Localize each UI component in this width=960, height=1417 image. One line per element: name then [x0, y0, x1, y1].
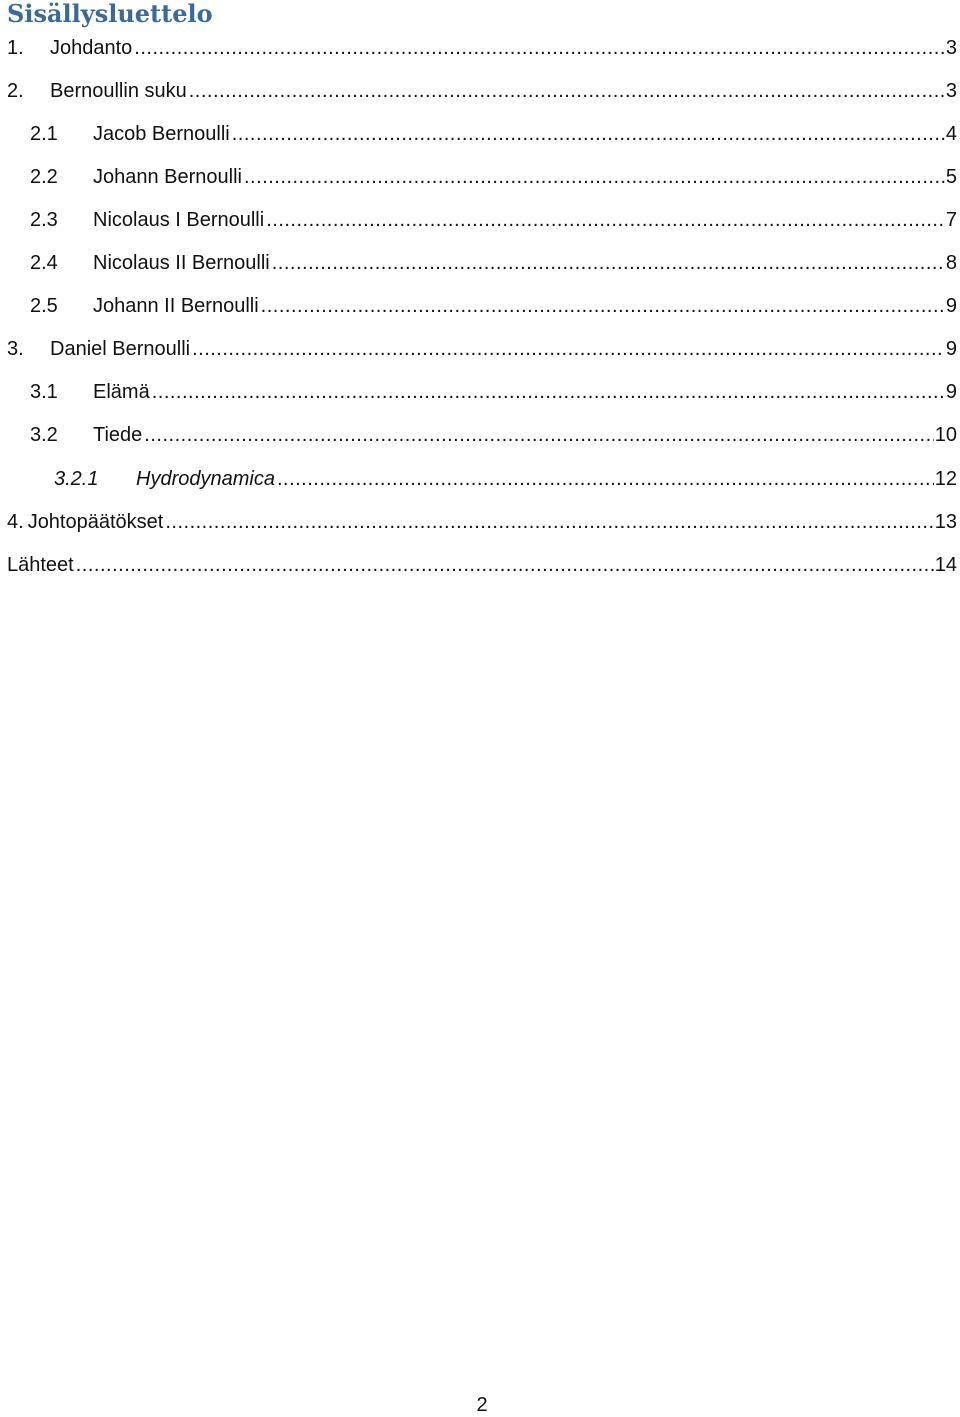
toc-entry-label: Nicolaus II Bernoulli — [93, 252, 270, 274]
toc-entry-number: 2.3 — [30, 209, 58, 231]
toc-entry-johann-ii-bernoulli[interactable] — [0, 293, 957, 319]
toc-entry-number: 2.4 — [30, 252, 58, 274]
toc-entry-label: Johann Bernoulli — [93, 166, 242, 188]
toc-entry-elama[interactable] — [0, 379, 957, 405]
toc-entry-daniel-bernoulli[interactable] — [0, 336, 957, 362]
toc-entry-page: 7 — [945, 209, 957, 231]
toc-leader-dots — [76, 552, 934, 578]
toc-entry-label: Johann II Bernoulli — [93, 295, 259, 317]
toc-entry-number: 2.2 — [30, 166, 58, 188]
toc-entry-label: Nicolaus I Bernoulli — [93, 209, 265, 231]
page-number: 2 — [476, 1394, 488, 1416]
toc-entry-number: 3.2.1 — [54, 468, 99, 490]
toc-entry-label: Jacob Bernoulli — [93, 123, 230, 145]
toc-entry-bernoullin-suku[interactable] — [0, 78, 957, 104]
toc-leader-dots — [134, 35, 945, 61]
toc-entry-jacob-bernoulli[interactable] — [0, 121, 957, 147]
toc-leader-dots — [277, 466, 934, 492]
toc-entry-number: 3.2 — [30, 424, 58, 446]
toc-leader-dots — [272, 250, 945, 276]
toc-entry-label: Lähteet — [7, 554, 74, 576]
toc-leader-dots — [152, 379, 945, 405]
toc-entry-page: 13 — [934, 511, 957, 533]
toc-entry-page: 3 — [945, 80, 957, 102]
toc-entry-label: Johtopäätökset — [27, 511, 164, 533]
toc-entry-number: 2. — [7, 80, 24, 102]
toc-entry-label: Hydrodynamica — [136, 468, 275, 490]
toc-entry-johdanto[interactable] — [0, 35, 957, 61]
toc-leader-dots — [244, 164, 945, 190]
toc-entry-hydrodynamica[interactable] — [0, 466, 957, 492]
toc-leader-dots — [192, 336, 945, 362]
toc-entry-page: 8 — [945, 252, 957, 274]
toc-leader-dots — [261, 293, 945, 319]
toc-leader-dots — [189, 78, 945, 104]
toc-entry-label: Bernoullin suku — [50, 80, 187, 102]
toc-entry-label: Daniel Bernoulli — [50, 338, 191, 360]
toc-entry-page: 5 — [945, 166, 957, 188]
toc-entry-label: Johdanto — [50, 37, 133, 59]
toc-entry-page: 10 — [934, 424, 957, 446]
toc-entry-number: 3.1 — [30, 381, 58, 403]
toc-entry-tiede[interactable] — [0, 422, 957, 448]
toc-leader-dots — [144, 422, 933, 448]
toc-leader-dots — [165, 509, 933, 535]
toc-entry-johtopaatokset[interactable] — [0, 509, 957, 535]
toc-entry-page: 4 — [945, 123, 957, 145]
toc-entry-page: 9 — [945, 338, 957, 360]
toc-entry-label: Elämä — [93, 381, 150, 403]
toc-entry-nicolaus-ii-bernoulli[interactable] — [0, 250, 957, 276]
toc-leader-dots — [266, 207, 945, 233]
toc-entry-page: 12 — [934, 468, 957, 490]
toc-entry-number: 4. — [7, 511, 24, 533]
toc-entry-nicolaus-i-bernoulli[interactable] — [0, 207, 957, 233]
toc-entry-number: 3. — [7, 338, 24, 360]
toc-entry-lahteet[interactable] — [0, 552, 957, 578]
toc-entry-johann-bernoulli[interactable] — [0, 164, 957, 190]
toc-entry-number: 2.5 — [30, 295, 58, 317]
toc-entry-number: 1. — [7, 37, 24, 59]
toc-entry-page: 9 — [945, 295, 957, 317]
toc-leader-dots — [232, 121, 945, 147]
toc-entry-page: 14 — [934, 554, 957, 576]
toc-entry-number: 2.1 — [30, 123, 58, 145]
toc-entry-page: 3 — [945, 37, 957, 59]
toc-title: Sisällysluettelo — [7, 0, 213, 28]
toc-entry-page: 9 — [945, 381, 957, 403]
toc-entry-label: Tiede — [93, 424, 143, 446]
